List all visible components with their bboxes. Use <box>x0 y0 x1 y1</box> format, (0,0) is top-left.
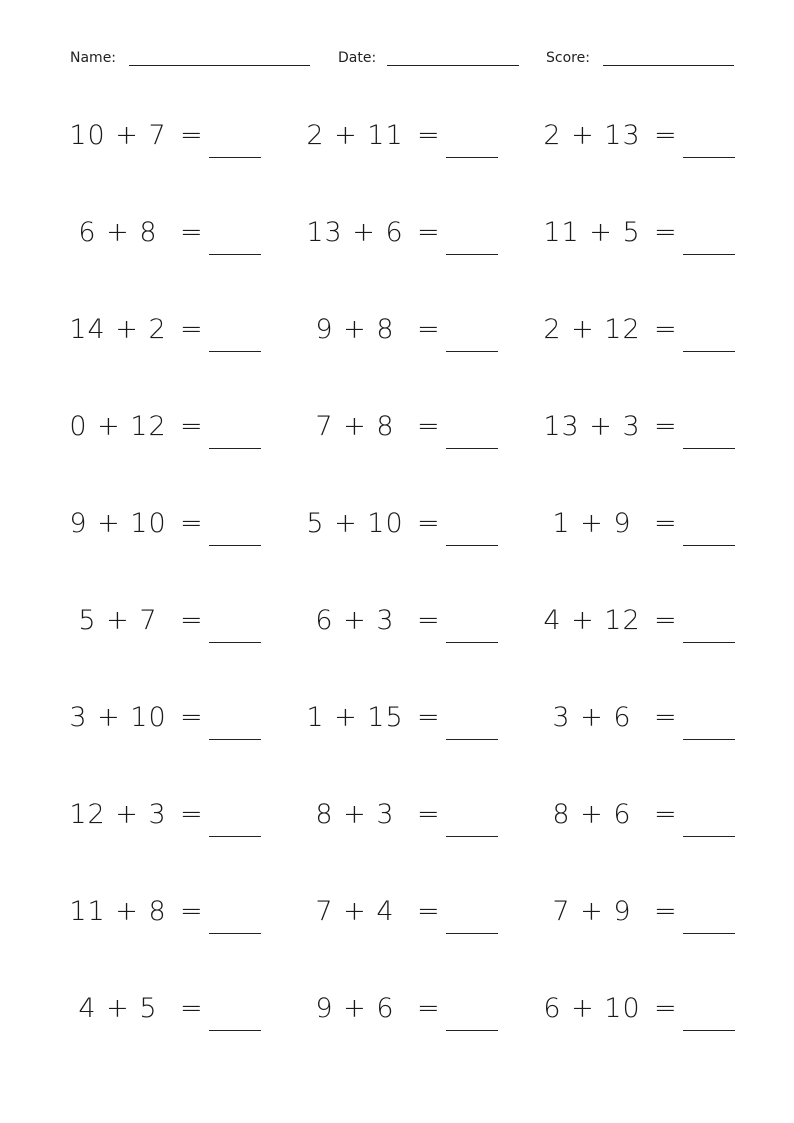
equals-sign: = <box>417 508 440 539</box>
answer-blank[interactable] <box>683 642 735 643</box>
problem-expression: 13 + 3 <box>543 411 641 442</box>
equals-sign: = <box>654 896 677 927</box>
addition-problem <box>66 595 306 655</box>
problem-expression: 2 + 12 <box>543 314 641 345</box>
problem-expression: 11 + 8 <box>69 896 167 927</box>
equals-sign: = <box>654 217 677 248</box>
problem-expression: 9 + 8 <box>315 314 395 345</box>
date-line[interactable] <box>387 65 519 66</box>
problem-expression: 2 + 13 <box>543 120 641 151</box>
equals-sign: = <box>180 702 203 733</box>
addition-problem <box>540 983 780 1043</box>
equals-sign: = <box>654 314 677 345</box>
answer-blank[interactable] <box>209 254 261 255</box>
addition-problem <box>540 207 780 267</box>
addition-problem <box>303 789 543 849</box>
problem-expression: 5 + 10 <box>306 508 404 539</box>
addition-problem <box>66 401 306 461</box>
problem-expression: 10 + 7 <box>69 120 167 151</box>
equals-sign: = <box>417 605 440 636</box>
equals-sign: = <box>654 702 677 733</box>
date-field[interactable] <box>338 48 520 70</box>
worksheet-header <box>70 48 736 70</box>
problem-expression: 0 + 12 <box>69 411 167 442</box>
problem-expression: 6 + 3 <box>315 605 395 636</box>
addition-problem <box>540 304 780 364</box>
addition-problem <box>66 498 306 558</box>
problem-expression: 7 + 8 <box>315 411 395 442</box>
answer-blank[interactable] <box>446 1030 498 1031</box>
answer-blank[interactable] <box>683 157 735 158</box>
problem-expression: 9 + 10 <box>69 508 167 539</box>
answer-blank[interactable] <box>209 1030 261 1031</box>
equals-sign: = <box>180 314 203 345</box>
answer-blank[interactable] <box>446 254 498 255</box>
equals-sign: = <box>180 411 203 442</box>
answer-blank[interactable] <box>683 351 735 352</box>
problem-row <box>0 692 794 752</box>
problem-expression: 3 + 10 <box>69 702 167 733</box>
problem-expression: 5 + 7 <box>78 605 158 636</box>
addition-problem <box>540 886 780 946</box>
answer-blank[interactable] <box>209 448 261 449</box>
answer-blank[interactable] <box>446 157 498 158</box>
problem-expression: 8 + 3 <box>315 799 395 830</box>
problem-expression: 11 + 5 <box>543 217 641 248</box>
answer-blank[interactable] <box>446 739 498 740</box>
problem-row <box>0 886 794 946</box>
name-field[interactable] <box>70 48 312 70</box>
problem-row <box>0 110 794 170</box>
problem-expression: 7 + 4 <box>315 896 395 927</box>
equals-sign: = <box>654 411 677 442</box>
name-label: Name: <box>70 50 117 66</box>
problem-row <box>0 498 794 558</box>
problem-expression: 2 + 11 <box>306 120 404 151</box>
answer-blank[interactable] <box>209 351 261 352</box>
problem-row <box>0 401 794 461</box>
problem-expression: 3 + 6 <box>552 702 632 733</box>
problem-row <box>0 983 794 1043</box>
answer-blank[interactable] <box>683 836 735 837</box>
addition-problem <box>303 110 543 170</box>
answer-blank[interactable] <box>683 448 735 449</box>
addition-problem <box>66 110 306 170</box>
problem-expression: 8 + 6 <box>552 799 632 830</box>
equals-sign: = <box>417 799 440 830</box>
name-line[interactable] <box>129 65 310 66</box>
equals-sign: = <box>417 120 440 151</box>
answer-blank[interactable] <box>446 351 498 352</box>
equals-sign: = <box>654 120 677 151</box>
score-label: Score: <box>546 50 590 66</box>
addition-problem <box>540 498 780 558</box>
problem-expression: 6 + 8 <box>78 217 158 248</box>
equals-sign: = <box>180 508 203 539</box>
addition-problem <box>66 692 306 752</box>
addition-problem <box>303 692 543 752</box>
addition-problem <box>303 595 543 655</box>
equals-sign: = <box>654 605 677 636</box>
problem-row <box>0 789 794 849</box>
problem-expression: 4 + 12 <box>543 605 641 636</box>
equals-sign: = <box>417 411 440 442</box>
addition-problem <box>303 401 543 461</box>
equals-sign: = <box>180 799 203 830</box>
equals-sign: = <box>180 120 203 151</box>
addition-problem <box>66 983 306 1043</box>
equals-sign: = <box>417 314 440 345</box>
equals-sign: = <box>180 217 203 248</box>
addition-problem <box>303 498 543 558</box>
problem-expression: 14 + 2 <box>69 314 167 345</box>
addition-problem <box>66 789 306 849</box>
answer-blank[interactable] <box>683 254 735 255</box>
equals-sign: = <box>654 993 677 1024</box>
addition-problem <box>540 110 780 170</box>
answer-blank[interactable] <box>683 933 735 934</box>
equals-sign: = <box>417 702 440 733</box>
addition-problem <box>303 207 543 267</box>
addition-problem <box>540 789 780 849</box>
addition-problem <box>540 401 780 461</box>
addition-problem <box>540 692 780 752</box>
answer-blank[interactable] <box>209 933 261 934</box>
problem-expression: 9 + 6 <box>315 993 395 1024</box>
equals-sign: = <box>180 993 203 1024</box>
equals-sign: = <box>417 217 440 248</box>
answer-blank[interactable] <box>209 642 261 643</box>
problem-row <box>0 207 794 267</box>
addition-problem <box>540 595 780 655</box>
answer-blank[interactable] <box>683 739 735 740</box>
answer-blank[interactable] <box>446 448 498 449</box>
equals-sign: = <box>654 508 677 539</box>
problem-expression: 6 + 10 <box>543 993 641 1024</box>
equals-sign: = <box>180 605 203 636</box>
addition-problem <box>66 886 306 946</box>
answer-blank[interactable] <box>209 545 261 546</box>
addition-problem <box>303 304 543 364</box>
answer-blank[interactable] <box>209 157 261 158</box>
score-line[interactable] <box>603 65 734 66</box>
answer-blank[interactable] <box>446 642 498 643</box>
answer-blank[interactable] <box>683 1030 735 1031</box>
problem-expression: 12 + 3 <box>69 799 167 830</box>
problem-expression: 1 + 15 <box>306 702 404 733</box>
answer-blank[interactable] <box>446 933 498 934</box>
problem-row <box>0 595 794 655</box>
problem-expression: 1 + 9 <box>552 508 632 539</box>
problem-expression: 4 + 5 <box>78 993 158 1024</box>
problem-expression: 13 + 6 <box>306 217 404 248</box>
answer-blank[interactable] <box>209 836 261 837</box>
answer-blank[interactable] <box>446 545 498 546</box>
score-field[interactable] <box>546 48 736 70</box>
equals-sign: = <box>417 896 440 927</box>
addition-problem <box>303 983 543 1043</box>
date-label: Date: <box>338 50 377 66</box>
equals-sign: = <box>180 896 203 927</box>
answer-blank[interactable] <box>683 545 735 546</box>
problem-row <box>0 304 794 364</box>
equals-sign: = <box>654 799 677 830</box>
problem-expression: 7 + 9 <box>552 896 632 927</box>
answer-blank[interactable] <box>446 836 498 837</box>
equals-sign: = <box>417 993 440 1024</box>
addition-problem <box>66 304 306 364</box>
addition-problem <box>66 207 306 267</box>
addition-problem <box>303 886 543 946</box>
answer-blank[interactable] <box>209 739 261 740</box>
